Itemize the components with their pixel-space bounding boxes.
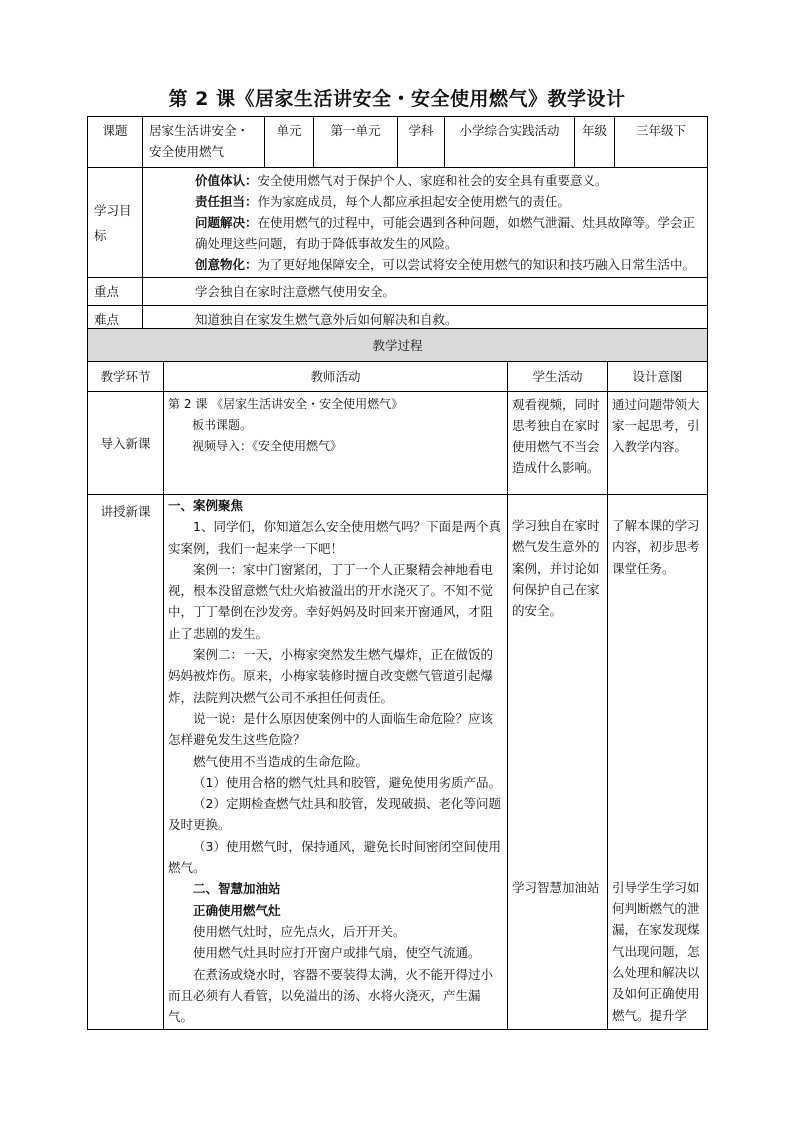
lesson-value: 居家生活讲安全・安全使用燃气 [143, 117, 265, 168]
intro-teacher [164, 392, 508, 495]
stove-rule-1: 使用燃气灶时，应先点火，后开开关。 [193, 923, 406, 939]
page-title: 第 2 课《居家生活讲安全・安全使用燃气》教学设计 [168, 88, 626, 110]
danger-summary: 燃气使用不当造成的生命危险。 [193, 753, 369, 769]
difficulty-label: 难点 [88, 306, 143, 334]
difficulty-text: 知道独自在家发生燃气意外后如何解决和自救。 [143, 306, 708, 334]
goal-responsibility: 责任担当：作为家庭成员，每个人都应承担起安全使用燃气的责任。 [195, 194, 571, 209]
tip-1: （1）使用合格的燃气灶具和胶管，避免使用劣质产品。 [193, 774, 501, 790]
goal-problem-solving: 问题解决：在使用燃气的过程中，可能会遇到各种问题，如燃气泄漏、灶具故障等。学会正确处理这些问题，有助于降低事故发生的风险。 [195, 215, 696, 251]
discussion-prompt: 说一说：是什么原因使案例中的人面临生命危险？应该怎样避免发生这些危险？ [168, 710, 494, 748]
lesson-info-table [87, 116, 708, 334]
col-intent: 设计意图 [608, 362, 708, 392]
col-student: 学生活动 [508, 362, 608, 392]
unit-value: 第一单元 [314, 117, 398, 168]
goals-row [88, 168, 708, 278]
lecture-student [508, 495, 608, 1030]
process-columns-row [88, 362, 708, 392]
intro-intent: 通过问题带领大家一起思考，引入教学内容。 [608, 392, 708, 495]
case-two: 案例二：一天，小梅家突然发生燃气爆炸，正在做饭的妈妈被炸伤。原来，小梅家装修时擅自改变燃气管道引起爆炸，法院判决燃气公司不承担任何责任。 [168, 647, 494, 705]
teaching-process-table [87, 328, 708, 1030]
process-header: 教学过程 [88, 329, 708, 362]
lecture-student-2: 学习智慧加油站 [512, 880, 600, 896]
case-one: 案例一：家中门窗紧闭，丁丁一个人正聚精会神地看电视，根本没留意燃气灶火焰被溢出的开水浇灭了。不知不觉中，丁丁晕倒在沙发旁。幸好妈妈及时回来开窗通风，才阻止了悲剧的发生。 [168, 561, 494, 641]
section1-intro: 1、同学们，你知道怎么安全使用燃气吗？下面是两个真实案例，我们一起来学一下吧！ [168, 519, 501, 556]
goals-content [143, 168, 708, 278]
section2-subtitle: 正确使用燃气灶 [193, 902, 281, 918]
goals-label: 学习目标 [88, 168, 143, 278]
key-point-text: 学会独自在家时注意燃气使用安全。 [143, 278, 708, 306]
goal-value: 价值体认：安全使用燃气对于保护个人、家庭和社会的安全具有重要意义。 [195, 173, 608, 188]
stove-rule-3: 在煮汤或烧水时，容器不要装得太满，火不能开得过小而且必须有人看管，以免溢出的汤、水将火浇灭，产生漏气。 [168, 966, 494, 1025]
stove-rule-2: 使用燃气灶具时应打开窗户或排气扇，使空气流通。 [193, 945, 481, 961]
lecture-intent [608, 495, 708, 1030]
col-stage: 教学环节 [88, 362, 164, 392]
lecture-intent-2: 引导学生学习如何判断燃气的泄漏，在家发现煤气出现问题，怎么处理和解决以及如何正确使用燃气。提升学 [612, 879, 700, 1023]
grade-label: 年级 [575, 117, 615, 168]
lecture-stage: 讲授新课 [88, 495, 164, 1030]
intro-teacher-line2: 板书课题。 [192, 418, 253, 432]
unit-label: 单元 [265, 117, 314, 168]
lecture-student-1: 学习独自在家时燃气发生意外的案例，并讨论如何保护自己在家的安全。 [512, 518, 600, 619]
goal-creativity: 创意物化：为了更好地保障安全，可以尝试将安全使用燃气的知识和技巧融入日常生活中。 [195, 257, 696, 272]
key-point-label: 重点 [88, 278, 143, 306]
intro-student: 观看视频，同时思考独自在家时使用燃气不当会造成什么影响。 [508, 392, 608, 495]
subject-label: 学科 [398, 117, 445, 168]
lesson-label: 课题 [88, 117, 143, 168]
section1-title: 一、案例聚焦 [168, 498, 244, 513]
intro-teacher-line1: 第 2 课 《居家生活讲安全・安全使用燃气》 [168, 397, 404, 411]
lecture-teacher [164, 495, 508, 1030]
intro-row [88, 392, 708, 495]
lecture-row [88, 495, 708, 1030]
col-teacher: 教师活动 [164, 362, 508, 392]
info-row [88, 117, 708, 168]
subject-value: 小学综合实践活动 [445, 117, 575, 168]
intro-stage: 导入新课 [88, 392, 164, 495]
tip-2: （2）定期检查燃气灶具和胶管，发现破损、老化等问题及时更换。 [168, 796, 501, 833]
section2-title: 二、智慧加油站 [193, 881, 281, 897]
grade-value: 三年级下 [615, 117, 708, 168]
key-point-row [88, 278, 708, 306]
tip-3: （3）使用燃气时，保持通风，避免长时间密闭空间使用燃气。 [168, 838, 501, 876]
lecture-intent-1: 了解本课的学习内容，初步思考课堂任务。 [612, 518, 700, 576]
intro-teacher-line3: 视频导入：《安全使用燃气》 [192, 439, 343, 453]
